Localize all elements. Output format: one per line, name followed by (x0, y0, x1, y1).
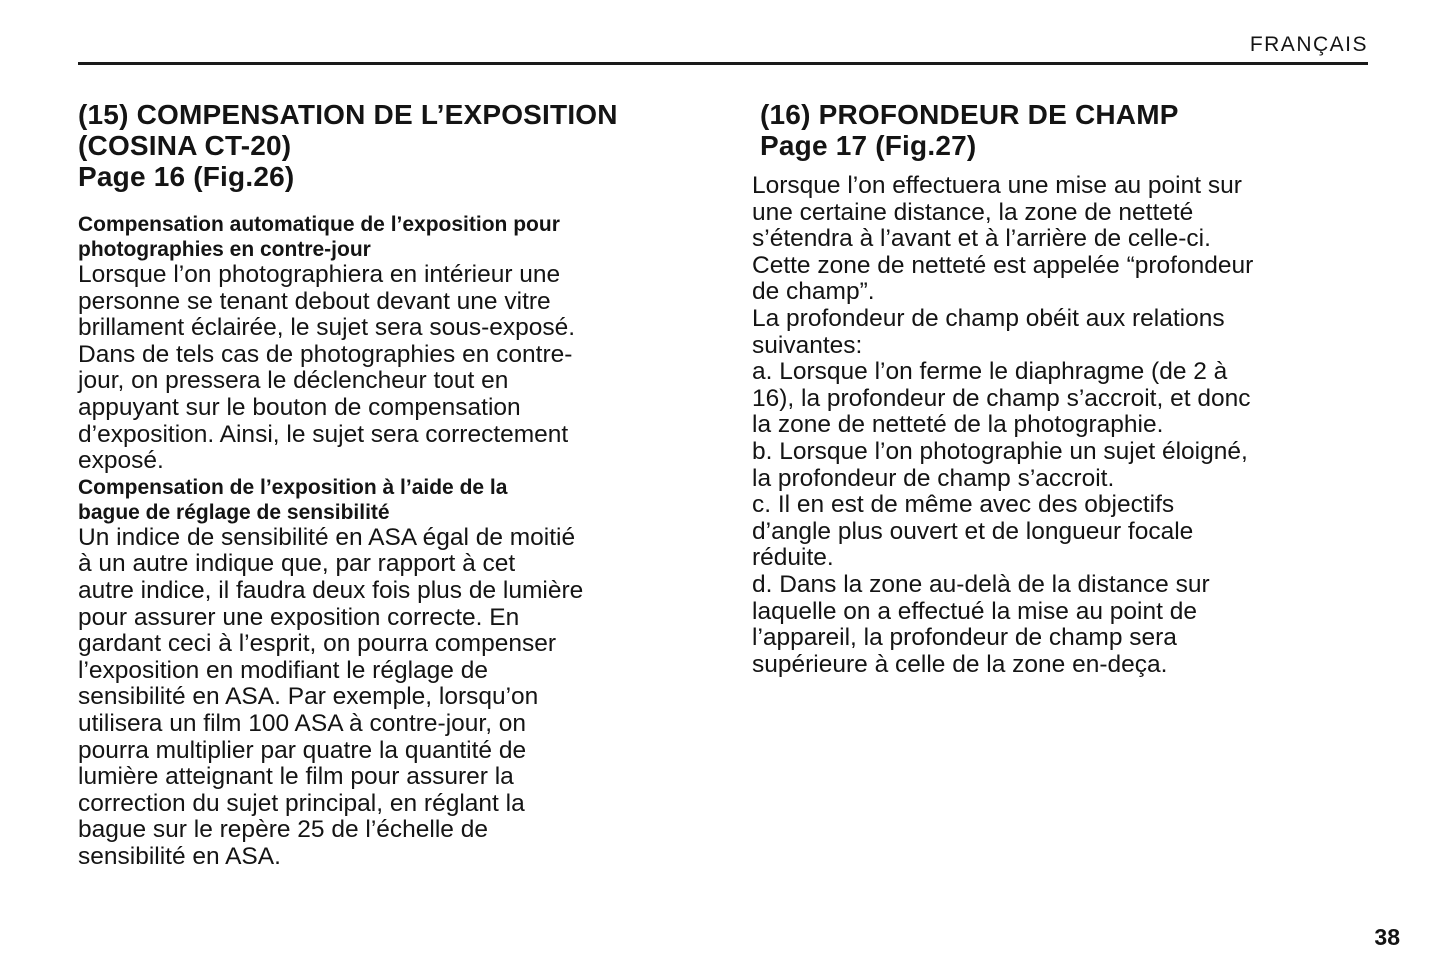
paragraph-line: c. Il en est de même avec des objectifs (752, 491, 1175, 519)
paragraph-line: exposé. (78, 447, 164, 475)
paragraph-line: Lorsque l’on photographiera en intérieur une (78, 261, 561, 288)
paragraph-line: supérieure à celle de la zone en-deça. (752, 650, 1168, 678)
paragraph-line: Dans de tels cas de photographies en contre- (78, 340, 573, 368)
section-15-column (78, 99, 693, 870)
paragraph-line: pourra multiplier par quatre la quantité de (78, 736, 527, 764)
section-15-title-line: (15) COMPENSATION DE L’EXPOSITION (78, 99, 618, 130)
section-15-title-line: (COSINA CT-20) (78, 130, 292, 161)
paragraph-line: La profondeur de champ obéit aux relations (752, 304, 1225, 332)
sensitivity-ring-heading-line: Compensation de l’exposition à l’aide de la (78, 475, 508, 499)
auto-compensation-heading (78, 212, 693, 262)
paragraph-line: l’appareil, la profondeur de champ sera (752, 624, 1177, 652)
auto-compensation-paragraph (78, 262, 693, 475)
paragraph-line: appuyant sur le bouton de compensation (78, 393, 521, 421)
section-16-title-line: Page 17 (Fig.27) (760, 130, 977, 161)
section-15-title (78, 99, 693, 192)
depth-of-field-paragraph (752, 173, 1372, 678)
page-number: 38 (1374, 924, 1400, 950)
auto-compensation-heading-line: Compensation automatique de l’exposition pour (78, 213, 560, 236)
sensitivity-ring-paragraph (78, 525, 693, 871)
paragraph-line: d’exposition. Ainsi, le sujet sera correctement (78, 420, 569, 448)
paragraph-line: réduite. (752, 544, 834, 572)
section-15-title-line: Page 16 (Fig.26) (78, 161, 295, 192)
paragraph-line: pour assurer une exposition correcte. En (78, 603, 520, 631)
paragraph-line: sensibilité en ASA. Par exemple, lorsqu’on (78, 683, 539, 711)
paragraph-line: suivantes: (752, 331, 863, 359)
paragraph-line: laquelle on a effectué la mise au point de (752, 597, 1197, 625)
paragraph-line: personne se tenant debout devant une vitre (78, 287, 551, 315)
paragraph-line: Lorsque l’on effectuera une mise au point sur (752, 172, 1242, 199)
paragraph-line: sensibilité en ASA. (78, 842, 281, 870)
paragraph-line: lumière atteignant le film pour assurer la (78, 763, 514, 791)
paragraph-line: utilisera un film 100 ASA à contre-jour, on (78, 709, 527, 737)
paragraph-line: jour, on pressera le déclencheur tout en (78, 367, 509, 395)
paragraph-line: gardant ceci à l’esprit, on pourra compenser (78, 630, 557, 658)
section-16-column (752, 99, 1372, 678)
header-rule (78, 62, 1368, 65)
paragraph-line: correction du sujet principal, en réglant la (78, 789, 525, 817)
paragraph-line: bague sur le repère 25 de l’échelle de (78, 816, 488, 844)
paragraph-line: a. Lorsque l’on ferme le diaphragme (de 2 à (752, 358, 1228, 386)
paragraph-line: la profondeur de champ s’accroit. (752, 464, 1115, 492)
sensitivity-ring-heading (78, 475, 693, 525)
paragraph-line: s’étendra à l’avant et à l’arrière de celle-ci. (752, 225, 1211, 253)
paragraph-line: Un indice de sensibilité en ASA égal de moitié (78, 523, 576, 551)
sensitivity-ring-heading-line: bague de réglage de sensibilité (78, 500, 390, 524)
paragraph-line: une certaine distance, la zone de netteté (752, 198, 1194, 226)
header-language-label: FRANÇAIS (1249, 33, 1368, 56)
paragraph-line: Cette zone de netteté est appelée “profondeur (752, 251, 1254, 279)
paragraph-line: de champ”. (752, 278, 875, 306)
section-16-title (760, 99, 1372, 161)
paragraph-line: brillament éclairée, le sujet sera sous-exposé. (78, 314, 576, 342)
paragraph-line: l’exposition en modifiant le réglage de (78, 656, 488, 684)
paragraph-line: 16), la profondeur de champ s’accroit, et donc (752, 384, 1251, 412)
paragraph-line: autre indice, il faudra deux fois plus de lumière (78, 576, 584, 604)
paragraph-line: d. Dans la zone au-delà de la distance sur (752, 570, 1210, 598)
paragraph-line: à un autre indique que, par rapport à cet (78, 550, 516, 578)
paragraph-line: b. Lorsque l’on photographie un sujet éloigné, (752, 437, 1248, 465)
section-16-title-line: (16) PROFONDEUR DE CHAMP (760, 99, 1179, 130)
paragraph-line: d’angle plus ouvert et de longueur focale (752, 517, 1194, 545)
auto-compensation-heading-line: photographies en contre-jour (78, 238, 371, 261)
paragraph-line: la zone de netteté de la photographie. (752, 411, 1164, 439)
